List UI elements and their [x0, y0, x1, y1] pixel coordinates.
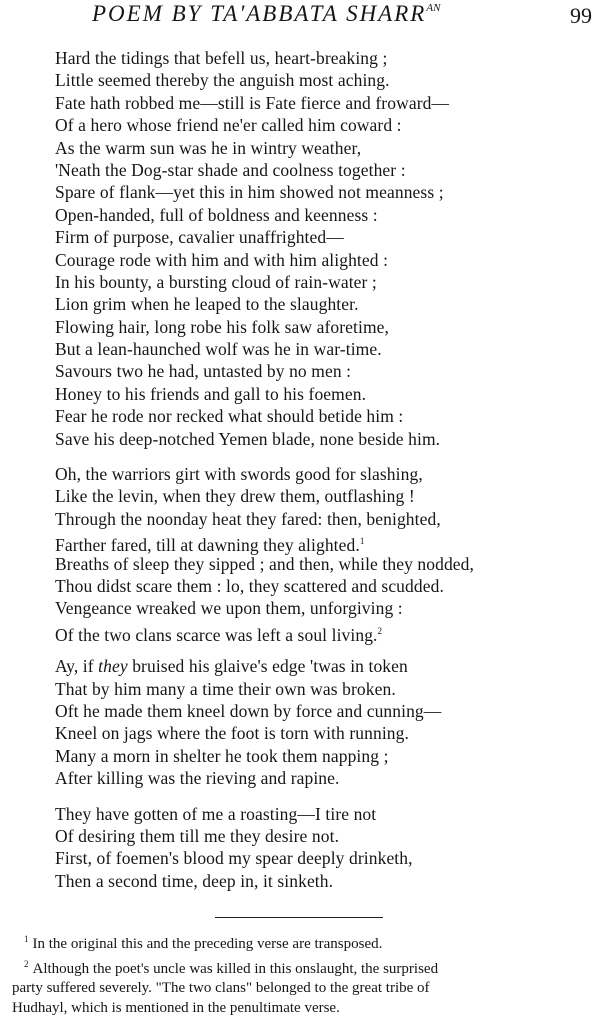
verse-line — [55, 181, 595, 203]
verse-text: Breaths of sleep they sipped ; and then, while they nodded, — [55, 553, 474, 574]
footnote-line — [12, 979, 592, 999]
running-title-superscript: AN — [426, 2, 441, 14]
stanza — [55, 463, 595, 645]
verse-line — [55, 338, 595, 360]
footnote-text: Although the poet's uncle was killed in this onslaught, the surprised — [32, 960, 439, 977]
verse-line — [55, 204, 595, 226]
verse-emphasis: they — [98, 656, 128, 677]
verse-text: Of the two clans scarce was left a soul living. — [55, 624, 378, 645]
verse-line — [55, 293, 595, 315]
verse-text: Ay, if — [55, 656, 99, 677]
footnote-text: party suffered severely. "The two clans" belonged to the great tribe of — [12, 980, 430, 996]
verse-line — [55, 553, 595, 575]
verse-line — [55, 137, 595, 159]
verse-text: Many a morn in shelter he took them napping ; — [55, 745, 389, 766]
verse-line — [55, 803, 595, 825]
verse-text: Open-handed, full of boldness and keenness : — [55, 204, 378, 225]
verse-text: That by him many a time their own was broken. — [55, 678, 396, 699]
footnotes — [12, 930, 592, 1018]
verse-line — [55, 249, 595, 271]
verse-text: Then a second time, deep in, it sinketh. — [55, 870, 334, 891]
verse-text: Firm of purpose, cavalier unaffrighted— — [55, 227, 344, 248]
verse-line — [55, 678, 595, 700]
footnote-mark: 1 — [24, 934, 29, 944]
verse-text: 'Neath the Dog-star shade and coolness together : — [55, 159, 406, 180]
verse-text: Lion grim when he leaped to the slaughter. — [55, 294, 359, 315]
verse-line — [55, 463, 595, 485]
stanza — [55, 47, 595, 450]
footnote-reference[interactable]: 1 — [359, 536, 365, 547]
footnote-line — [12, 955, 592, 980]
verse-text: Courage rode with him and with him alighted : — [55, 249, 389, 270]
verse-text: Honey to his friends and gall to his foemen. — [55, 383, 367, 404]
verse-text: Oft he made them kneel down by force and cunning— — [55, 700, 442, 721]
footnote-text: In the original this and the preceding verse are transposed. — [32, 936, 383, 952]
stanza — [55, 803, 595, 893]
verse-text: Of desiring them till me they desire not. — [55, 825, 340, 846]
verse-text: First, of foemen's blood my spear deeply drinketh, — [55, 848, 413, 869]
verse-line — [55, 722, 595, 744]
verse-line — [55, 530, 595, 556]
stanza — [55, 655, 595, 789]
verse-line — [55, 597, 595, 619]
verse-line — [55, 360, 595, 382]
verse-text: Spare of flank—yet this in him showed not meanness ; — [55, 182, 444, 203]
verse-line — [55, 620, 595, 645]
verse-line — [55, 226, 595, 248]
footnote-text: Hudhayl, which is mentioned in the penultimate verse. — [12, 999, 340, 1016]
verse-text: Hard the tidings that befell us, heart-breaking ; — [55, 48, 388, 68]
verse-text: Oh, the warriors girt with swords good for slashing, — [55, 464, 423, 485]
running-title — [92, 1, 440, 27]
verse-line — [55, 870, 595, 892]
page-header — [0, 1, 600, 29]
verse-line — [55, 69, 595, 91]
footnote-reference[interactable]: 2 — [377, 625, 383, 636]
verse-text: Save his deep-notched Yemen blade, none beside him. — [55, 428, 441, 449]
verse-text: Vengeance wreaked we upon them, unforgiving : — [55, 598, 403, 619]
verse-line — [55, 428, 595, 450]
footnote-mark: 2 — [24, 958, 29, 969]
verse-text: Flowing hair, long robe his folk saw aforetime, — [55, 316, 390, 337]
verse-line — [55, 383, 595, 405]
verse-line — [55, 847, 595, 869]
verse-line — [55, 47, 595, 69]
verse-line — [55, 508, 595, 530]
verse-line — [55, 700, 595, 722]
verse-text: In his bounty, a bursting cloud of rain-water ; — [55, 271, 377, 292]
verse-text: Like the levin, when they drew them, outflashing ! — [55, 486, 415, 507]
verse-text: Savours two he had, untasted by no men : — [55, 361, 352, 382]
running-title-text: POEM BY TA'ABBATA SHARR — [92, 1, 427, 26]
footnote-line — [12, 930, 592, 955]
verse-line — [55, 767, 595, 789]
verse-text: Farther fared, till at dawning they alighted. — [55, 535, 360, 556]
verse-line — [55, 159, 595, 181]
verse-text: But a lean-haunched wolf was he in war-time. — [55, 339, 382, 360]
verse-line — [55, 575, 595, 597]
verse-line — [55, 271, 595, 293]
poem-body — [55, 47, 595, 892]
verse-line — [55, 92, 595, 114]
page-number: 99 — [570, 3, 592, 28]
verse-text: Little seemed thereby the anguish most aching. — [55, 70, 390, 91]
verse-text: Kneel on jags where the foot is torn with running. — [55, 723, 409, 744]
verse-text: Through the noonday heat they fared: then, benighted, — [55, 508, 441, 529]
footnote-divider — [215, 917, 383, 918]
verse-text: After killing was the rieving and rapine. — [55, 768, 340, 789]
verse-text: Of a hero whose friend ne'er called him coward : — [55, 115, 402, 136]
verse-line — [55, 405, 595, 427]
verse-text: They have gotten of me a roasting—I tire not — [55, 803, 377, 824]
verse-line — [55, 825, 595, 847]
verse-line — [55, 655, 595, 677]
verse-line — [55, 316, 595, 338]
verse-line — [55, 745, 595, 767]
verse-text: As the warm sun was he in wintry weather, — [55, 137, 362, 158]
verse-text: Thou didst scare them : lo, they scattered and scudded. — [55, 575, 444, 596]
verse-text: Fate hath robbed me—still is Fate fierce and froward— — [55, 92, 450, 113]
verse-line — [55, 114, 595, 136]
verse-line — [55, 485, 595, 507]
footnote-line — [12, 999, 592, 1019]
verse-text: bruised his glaive's edge 'twas in token — [127, 656, 408, 677]
verse-text: Fear he rode nor recked what should betide him : — [55, 406, 404, 427]
